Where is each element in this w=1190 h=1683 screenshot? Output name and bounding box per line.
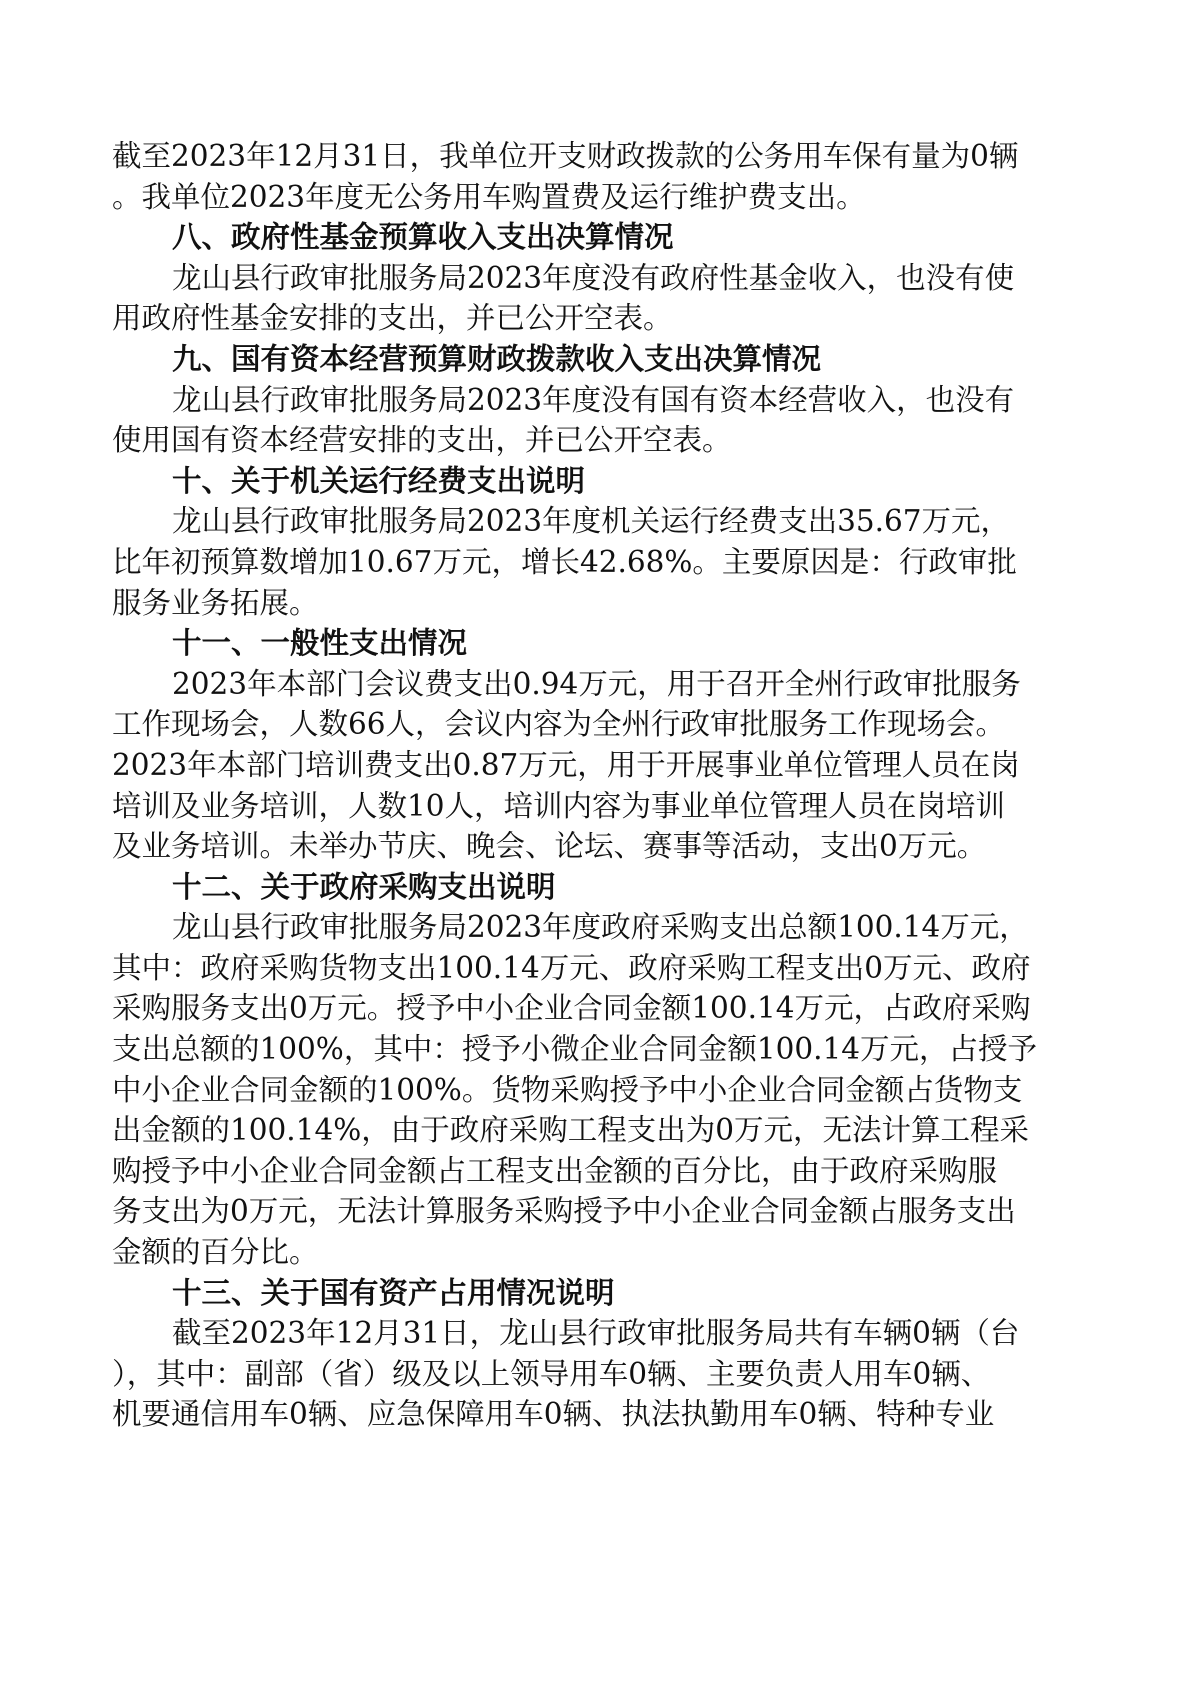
- text-line: 机要通信用车0辆、应急保障用车0辆、执法执勤用车0辆、特种专业: [112, 1397, 995, 1432]
- text-line: 龙山县行政审批服务局2023年度政府采购支出总额100.14万元，: [172, 910, 1029, 945]
- section-heading: 九、国有资本经营预算财政拨款收入支出决算情况: [172, 340, 822, 376]
- text-line: 金额的百分比。: [112, 1235, 319, 1270]
- text-line: 用政府性基金安排的支出，并已公开空表。: [112, 301, 673, 336]
- section-heading: 八、政府性基金预算收入支出决算情况: [172, 219, 674, 255]
- text-line: 使用国有资本经营安排的支出，并已公开空表。: [112, 423, 732, 458]
- text-line: 购授予中小企业合同金额占工程支出金额的百分比，由于政府采购服: [112, 1153, 998, 1188]
- text-line: 及业务培训。未举办节庆、晚会、论坛、赛事等活动，支出0万元。: [112, 829, 987, 864]
- text-line: 比年初预算数增加10.67万元，增长42.68%。主要原因是：行政审批: [112, 544, 1017, 579]
- text-line: 。我单位2023年度无公务用车购置费及运行维护费支出。: [112, 179, 866, 214]
- text-line: 务支出为0万元，无法计算服务采购授予中小企业合同金额占服务支出: [112, 1194, 1016, 1229]
- text-line: 2023年本部门培训费支出0.87万元，用于开展事业单位管理人员在岗: [112, 747, 1020, 782]
- text-line: ），其中：副部（省）级及以上领导用车0辆、主要负责人用车0辆、: [112, 1356, 991, 1391]
- text-line: 中小企业合同金额的100%。货物采购授予中小企业合同金额占货物支: [112, 1072, 1023, 1107]
- text-line: 截至2023年12月31日，龙山县行政审批服务局共有车辆0辆（台: [172, 1316, 1020, 1351]
- text-line: 其中：政府采购货物支出100.14万元、政府采购工程支出0万元、政府: [112, 950, 1031, 985]
- text-line: 出金额的100.14%，由于政府采购工程支出为0万元，无法计算工程采: [112, 1113, 1030, 1148]
- section-heading: 十三、关于国有资产占用情况说明: [172, 1274, 615, 1310]
- text-line: 2023年本部门会议费支出0.94万元，用于召开全州行政审批服务: [172, 666, 1021, 701]
- text-line: 龙山县行政审批服务局2023年度机关运行经费支出35.67万元，: [172, 504, 1011, 539]
- text-line: 培训及业务培训，人数10人，培训内容为事业单位管理人员在岗培训: [112, 788, 1006, 823]
- text-line: 龙山县行政审批服务局2023年度没有政府性基金收入，也没有使: [172, 260, 1015, 295]
- text-line: 采购服务支出0万元。授予中小企业合同金额100.14万元，占政府采购: [112, 991, 1031, 1026]
- text-line: 工作现场会，人数66人，会议内容为全州行政审批服务工作现场会。: [112, 707, 1006, 742]
- text-line: 支出总额的100%，其中：授予小微企业合同金额100.14万元，占授予: [112, 1032, 1038, 1067]
- text-line: 龙山县行政审批服务局2023年度没有国有资本经营收入，也没有: [172, 382, 1015, 417]
- document-page: [112, 136, 1092, 1435]
- section-heading: 十二、关于政府采购支出说明: [172, 868, 556, 904]
- text-line: 截至2023年12月31日，我单位开支财政拨款的公务用车保有量为0辆: [112, 139, 1019, 173]
- section-heading: 十、关于机关运行经费支出说明: [172, 462, 586, 498]
- section-heading: 十一、一般性支出情况: [172, 625, 468, 661]
- text-line: 服务业务拓展。: [112, 585, 319, 620]
